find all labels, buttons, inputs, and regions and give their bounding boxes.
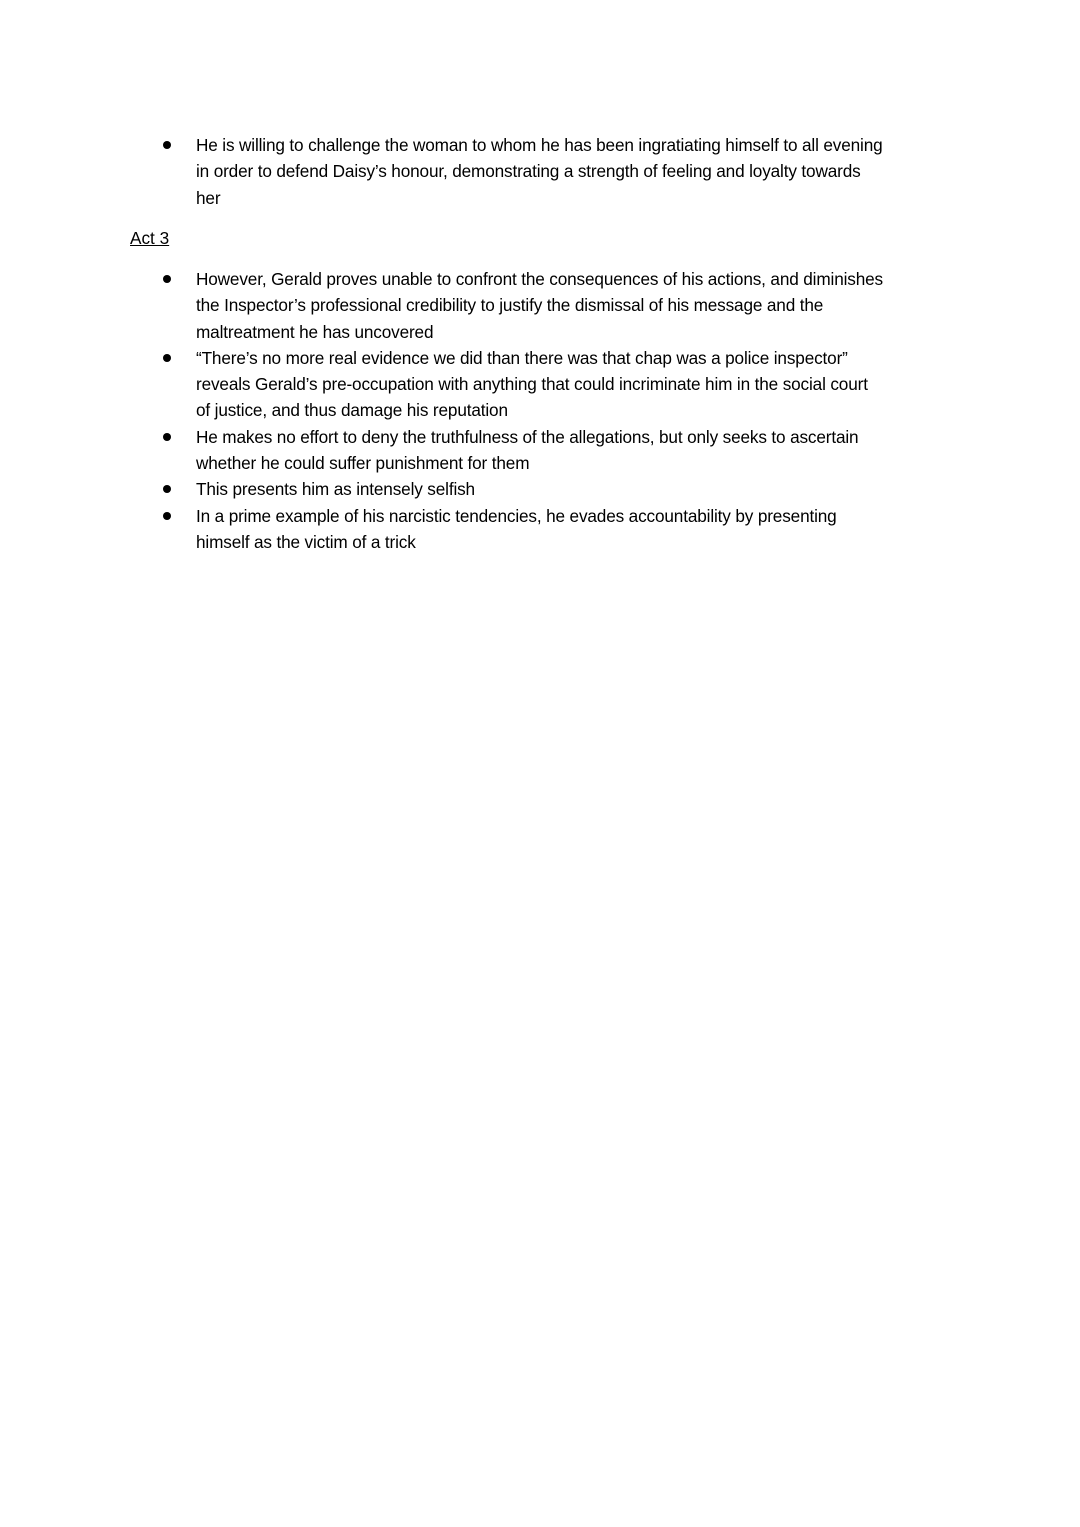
text-line: himself as the victim of a trick — [196, 531, 416, 552]
text-line: This presents him as intensely selfish — [196, 479, 475, 500]
text-line: In a prime example of his narcistic tendencies, he evades accountability by presenting — [196, 505, 837, 526]
text-line: the Inspector’s professional credibility to justify the dismissal of his message and the — [196, 295, 824, 316]
list-item — [0, 476, 1080, 502]
text-line: of justice, and thus damage his reputation — [196, 400, 508, 421]
text-line: her — [196, 187, 221, 208]
list-item — [0, 345, 1080, 424]
list-item — [0, 132, 1080, 211]
text-line: whether he could suffer punishment for them — [196, 453, 530, 474]
text-line: He makes no effort to deny the truthfulness of the allegations, but only seeks to ascertain — [196, 426, 859, 447]
text-line: maltreatment he has uncovered — [196, 321, 434, 342]
bullet-icon — [163, 433, 171, 441]
list-item — [0, 266, 1080, 345]
bullet-list-act2 — [0, 132, 1080, 211]
bullet-icon — [163, 141, 171, 149]
text-line: However, Gerald proves unable to confront the consequences of his actions, and diminishes — [196, 269, 883, 289]
bullet-icon — [163, 354, 171, 362]
bullet-icon — [163, 275, 171, 283]
bullet-list-act3 — [0, 266, 1080, 555]
bullet-icon — [163, 485, 171, 493]
section-heading: Act 3 — [130, 228, 170, 248]
text-line: reveals Gerald’s pre-occupation with anything that could incriminate him in the social court — [196, 374, 868, 395]
bullet-icon — [163, 512, 171, 520]
text-line: “There’s no more real evidence we did than there was that chap was a police inspector” — [196, 347, 848, 368]
list-item — [0, 424, 1080, 477]
text-line: He is willing to challenge the woman to whom he has been ingratiating himself to all evening — [196, 135, 883, 155]
list-item — [0, 503, 1080, 556]
text-line: in order to defend Daisy’s honour, demonstrating a strength of feeling and loyalty towards — [196, 161, 861, 182]
